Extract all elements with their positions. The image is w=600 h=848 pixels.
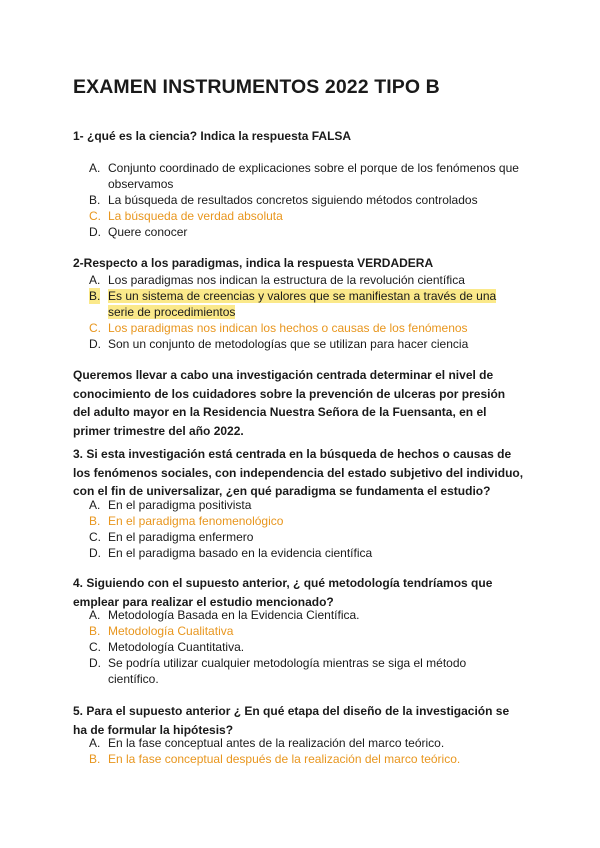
question-5: 5. Para el supuesto anterior ¿ En qué etapa del diseño de la investigación se ha de formular la hipótesis? [73, 704, 510, 737]
scenario-text: Queremos llevar a cabo una investigación centrada determinar el nivel de conocimiento de los cuidadores sobre la prevención de ulceras por presión del adulto mayor en la Residencia Nuestra Señora de la Fuensanta, en el primer trimestre del año 2022. [73, 368, 506, 438]
question-3-options [89, 497, 529, 561]
q2-option-c: C. Los paradigmas nos indican los hechos o causas de los fenómenos [89, 321, 468, 335]
question-4-options [89, 607, 529, 687]
question-1: 1- ¿qué es la ciencia? Indica la respuesta FALSA [73, 129, 352, 143]
q1-option-b: B. La búsqueda de resultados concretos siguiendo métodos controlados [89, 193, 478, 207]
q4-option-b-answer: B. Metodología Cualitativa [89, 624, 234, 638]
question-1-options [89, 160, 529, 240]
question-3: 3. Si esta investigación está centrada en la búsqueda de hechos o causas de los fenómenos sociales, con independencia del estado subjetivo del individuo, con el fin de universalizar, ¿en qué paradigma se fundamenta el estudio? [73, 447, 524, 498]
question-2-options [89, 272, 529, 352]
q4-option-a: A. Metodología Basada en la Evidencia Científica. [89, 608, 360, 622]
q1-option-d: D. Quere conocer [89, 225, 188, 239]
q4-option-c: C. Metodología Cuantitativa. [89, 640, 245, 654]
q5-option-b-answer: B. En la fase conceptual después de la realización del marco teórico. [89, 752, 461, 766]
q2-option-d: D. Son un conjunto de metodologías que se utilizan para hacer ciencia [89, 337, 469, 351]
page-title: EXAMEN INSTRUMENTOS 2022 TIPO B [73, 76, 440, 98]
q3-option-a: A. En el paradigma positivista [89, 498, 252, 512]
q2-option-a: A. Los paradigmas nos indican la estructura de la revolución científica [89, 273, 465, 287]
q3-option-b-answer: B. En el paradigma fenomenológico [89, 514, 284, 528]
q5-option-a: A. En la fase conceptual antes de la realización del marco teórico. [89, 736, 445, 750]
q3-option-c: C. En el paradigma enfermero [89, 530, 254, 544]
q3-option-d: D. En el paradigma basado en la evidencia científica [89, 546, 373, 560]
q1-option-c-answer: C. La búsqueda de verdad absoluta [89, 209, 283, 223]
q2-option-b-highlighted: B. Es un sistema de creencias y valores que se manifiestan a través de una serie de procedimientos [89, 289, 497, 319]
q4-option-d: D. Se podría utilizar cualquier metodología mientras se siga el método científico. [89, 656, 467, 686]
question-4: 4. Siguiendo con el supuesto anterior, ¿ qué metodología tendríamos que emplear para realizar el estudio mencionado? [73, 576, 493, 609]
q1-option-a: A. Conjunto coordinado de explicaciones sobre el porque de los fenómenos que observamos [89, 161, 519, 191]
question-2: 2-Respecto a los paradigmas, indica la respuesta VERDADERA [73, 256, 434, 270]
question-5-options [89, 735, 529, 767]
